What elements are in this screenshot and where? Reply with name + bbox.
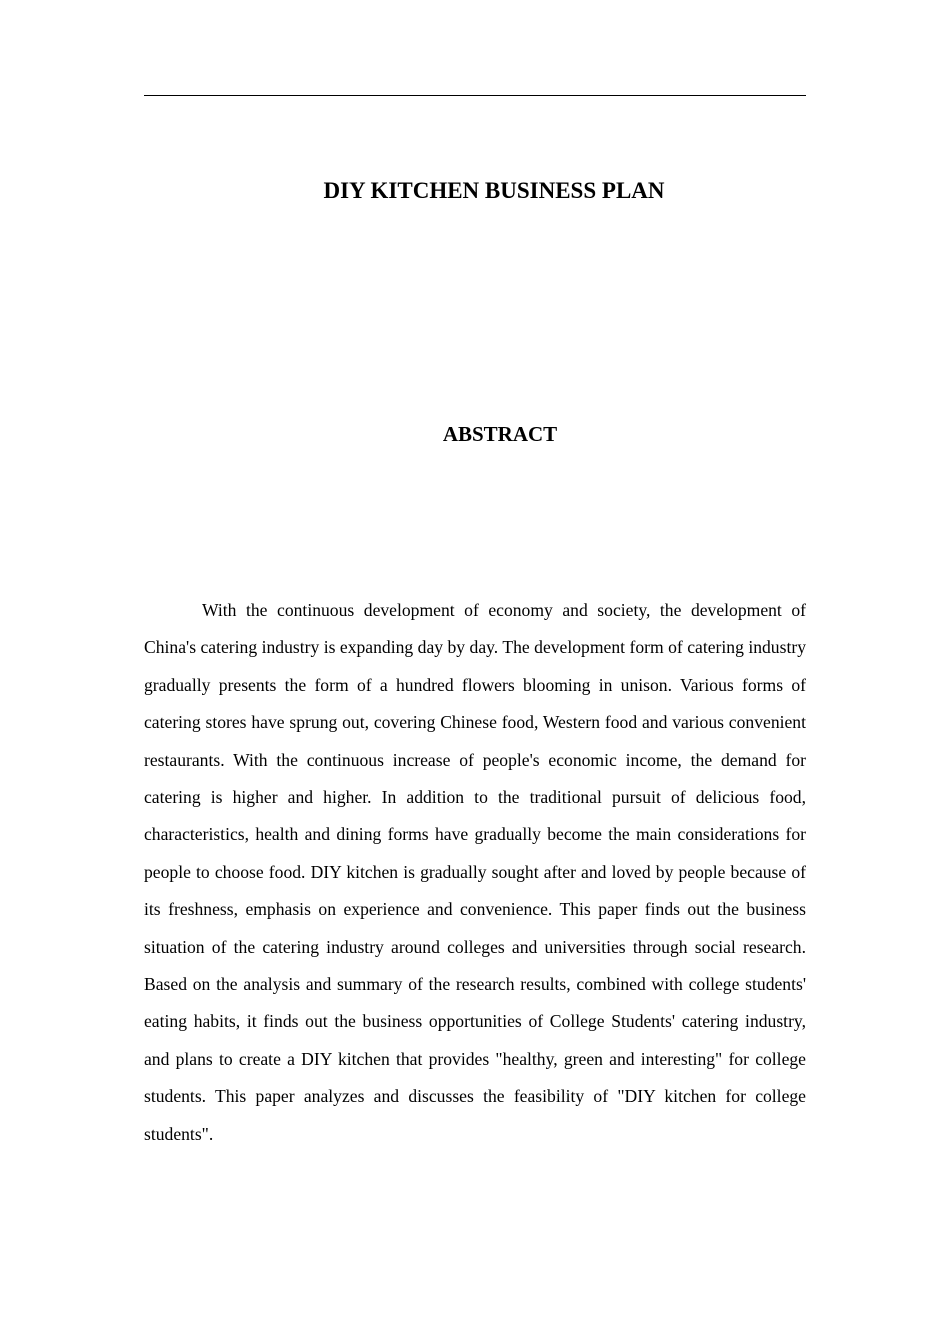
header-rule: [144, 95, 806, 96]
document-title: DIY KITCHEN BUSINESS PLAN: [323, 178, 665, 203]
abstract-heading: ABSTRACT: [442, 422, 558, 446]
abstract-paragraph: With the continuous development of economy and society, the development of China's catering industry is expanding day by day. The development form of catering industry gradually presents the form of a hundred flowers blooming in unison. Various forms of catering stores have sprung out, covering Chinese food, Western food and various convenient restaurants. With the continuous increase of people's economic income, the demand for catering is higher and higher. In addition to the traditional pursuit of delicious food, characteristics, health and dining forms have gradually become the main considerations for people to choose food. DIY kitchen is gradually sought after and loved by people because of its freshness, emphasis on experience and convenience. This paper finds out the business situation of the catering industry around colleges and universities through social research. Based on the analysis and summary of the research results, combined with college students' eating habits, it finds out the business opportunities of College Students' catering industry, and plans to create a DIY kitchen that provides "healthy, green and interesting" for college students. This paper analyzes and discusses the feasibility of "DIY kitchen for college students".: [144, 600, 806, 1144]
